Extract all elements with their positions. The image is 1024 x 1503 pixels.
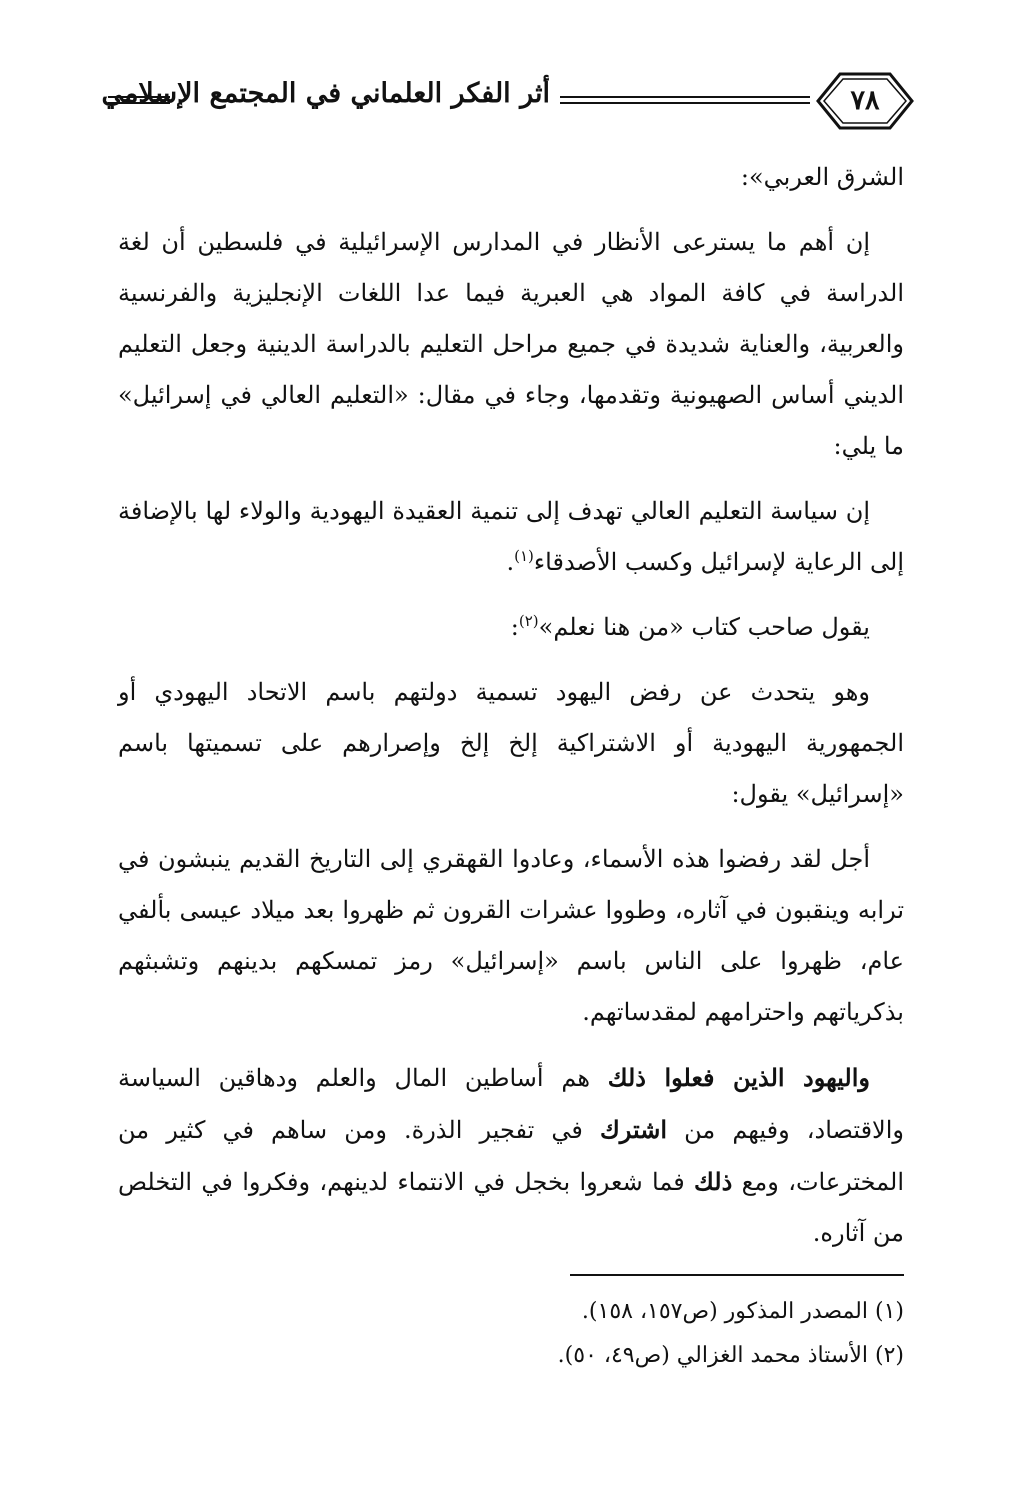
- page-number-badge: [810, 68, 920, 134]
- paragraph-history: أجل لقد رفضوا هذه الأسماء، وعادوا القهقري إلى التاريخ القديم ينبشون في ترابه وينقبون في آثاره، وطووا عشرات القرون ثم ظهروا بعد ميلاد عيسى بألفي عام، ظهروا على الناس باسم «إسرائيل» رمز تمسكهم بدينهم وتشبثهم بذكرياتهم واحترامهم لمقدساتهم.: [118, 845, 904, 1026]
- footnote-ref-1: (١): [514, 547, 534, 565]
- paragraph-end: .: [506, 548, 515, 576]
- bold-phrase: واليهود الذين فعلوا ذلك: [607, 1063, 870, 1092]
- footnotes: [300, 1290, 904, 1378]
- running-title: أثر الفكر العلماني في المجتمع الإسلامي: [101, 78, 550, 109]
- bold-word: اشترك: [599, 1115, 668, 1144]
- paragraph-book-quote: [118, 602, 904, 653]
- footnote-1: (١) المصدر المذكور (ص١٥٧، ١٥٨).: [581, 1299, 904, 1324]
- main-text: [118, 152, 904, 1273]
- paragraph-end: :: [510, 613, 519, 641]
- page-number: ٧٨: [850, 85, 880, 116]
- paragraph-text: في تفجير الذرة. ومن ساهم في كثير من المخترعات، ومع: [118, 1116, 905, 1196]
- header-rule-middle: [560, 96, 810, 104]
- page-header: [100, 66, 920, 136]
- footnote-2: (٢) الأستاذ محمد الغزالي (ص٤٩، ٥٠).: [557, 1343, 904, 1368]
- paragraph-text: يقول صاحب كتاب «من هنا نعلم»: [538, 613, 870, 641]
- paragraph-schools: إن أهم ما يسترعى الأنظار في المدارس الإسرائيلية في فلسطين أن لغة الدراسة في كافة المواد هي العبرية فيما عدا اللغات الإنجليزية والفرنسية والعربية، والعناية شديدة في جميع مراحل التعليم بالدراسة الدينية وجعل التعليم الديني أساس الصهيونية وتقدمها، وجاء في مقال: «التعليم العالي في إسرائيل» ما يلي:: [118, 228, 904, 460]
- paragraph-higher-education: [118, 486, 904, 588]
- paragraph-text: فما شعروا بخجل في الانتماء لدينهم، وفكروا في التخلص من آثاره.: [118, 1168, 904, 1247]
- paragraph-naming: وهو يتحدث عن رفض اليهود تسمية دولتهم باسم الاتحاد اليهودي أو الجمهورية اليهودية أو الاشتراكية إلخ إلخ وإصرارهم على تسميتها باسم «إسرائيل» يقول:: [118, 678, 904, 808]
- paragraph-continuation: الشرق العربي»:: [740, 163, 904, 191]
- footnote-ref-2: (٢): [518, 612, 539, 630]
- footnote-separator: [570, 1274, 904, 1276]
- bold-word: ذلك: [694, 1167, 733, 1196]
- paragraph-text: إن سياسة التعليم العالي تهدف إلى تنمية العقيدة اليهودية والولاء لها بالإضافة إلى الرعاية لإسرائيل وكسب الأصدقاء: [118, 497, 904, 576]
- paragraph-conclusion: [118, 1052, 904, 1259]
- paragraph-text: هم أساطين المال والعلم ودهاقين السياسة والاقتصاد، وفيهم من: [118, 1064, 904, 1144]
